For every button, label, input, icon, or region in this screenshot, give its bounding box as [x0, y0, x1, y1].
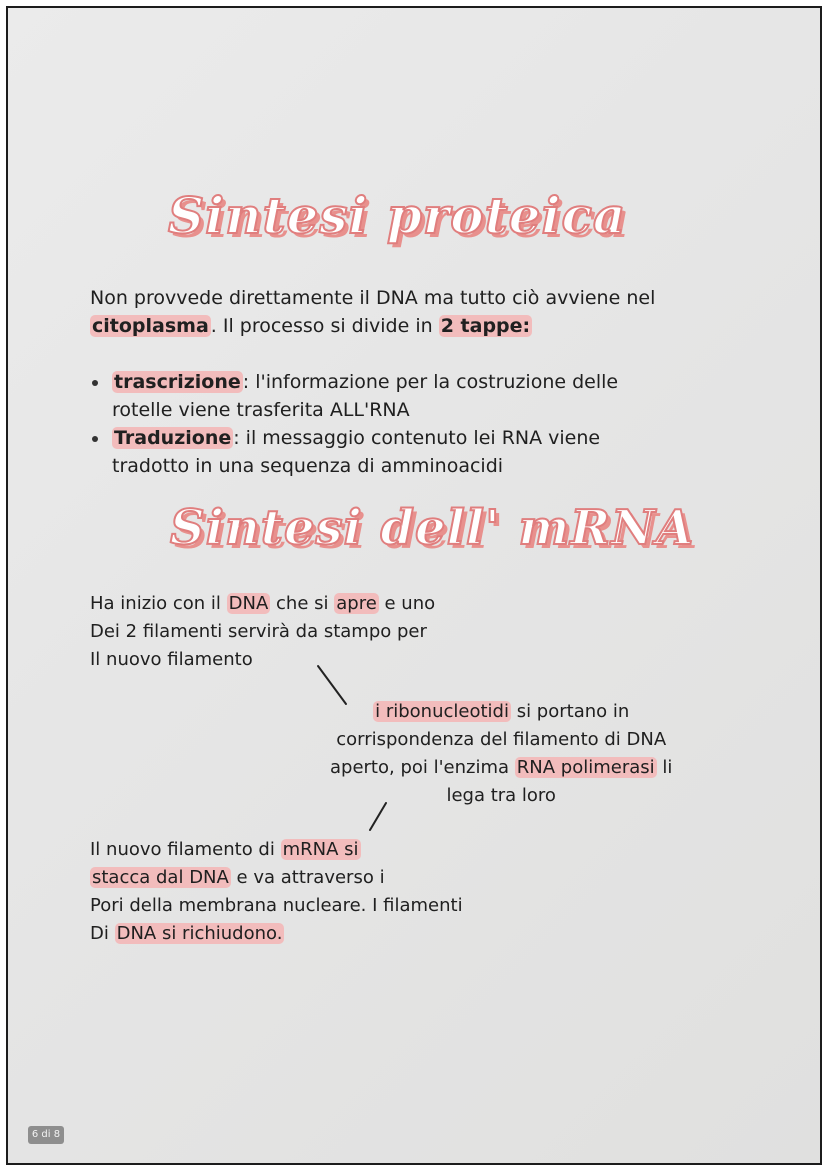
highlight-richiudono: DNA si richiudono.: [116, 923, 283, 944]
para-text: e uno: [378, 593, 436, 614]
bullet-text: tradotto in una sequenza di amminoacidi: [112, 455, 504, 477]
connector-line-top: [318, 666, 346, 704]
highlight-ribonucleotidi: i ribonucleotidi: [375, 701, 509, 722]
page-title: Sintesi proteica: [168, 186, 627, 245]
para-line: Dei 2 filamenti servirà da stampo per: [90, 621, 427, 642]
highlight-term: trascrizione: [114, 371, 241, 393]
para-line: corrispondenza del filamento di DNA: [336, 729, 667, 750]
highlight-citoplasma: citoplasma: [92, 315, 209, 337]
para-text: e va attraverso i: [230, 867, 385, 888]
bullet-text: : l'informazione per la costruzione delle: [242, 371, 619, 393]
highlight-rna-polimerasi: RNA polimerasi: [516, 757, 655, 778]
highlight-tappe: 2 tappe:: [440, 315, 531, 337]
para-line: Il nuovo filamento: [90, 649, 253, 670]
bullet-text: : il messaggio contenuto lei RNA viene: [233, 427, 601, 449]
intro-text: . Il processo si divide in: [210, 315, 439, 337]
highlight-dna: DNA: [228, 593, 269, 614]
para-line: lega tra loro: [446, 785, 556, 806]
para-text: Di: [90, 923, 115, 944]
para-text: Ha inizio con il: [90, 593, 227, 614]
highlight-apre: apre: [336, 593, 377, 614]
highlight-mrna: mRNA si: [282, 839, 359, 860]
connector-line-bottom: [370, 803, 386, 830]
para-text: li: [656, 757, 673, 778]
highlight-stacca: stacca dal DNA: [92, 867, 229, 888]
para-text: aperto, poi l'enzima: [330, 757, 515, 778]
section-title: Sintesi dell' mRNA: [170, 500, 695, 556]
page-indicator: 6 di 8: [28, 1126, 64, 1144]
bullet-text: rotelle viene trasferita ALL'RNA: [112, 399, 410, 421]
highlight-term: Traduzione: [114, 427, 232, 449]
para-text: Il nuovo filamento di: [90, 839, 281, 860]
para-text: che si: [270, 593, 335, 614]
para-text: si portano in: [510, 701, 630, 722]
intro-line-1: Non provvede direttamente il DNA ma tutto ciò avviene nel: [90, 287, 656, 309]
para-line: Pori della membrana nucleare. I filamenti: [90, 895, 463, 916]
